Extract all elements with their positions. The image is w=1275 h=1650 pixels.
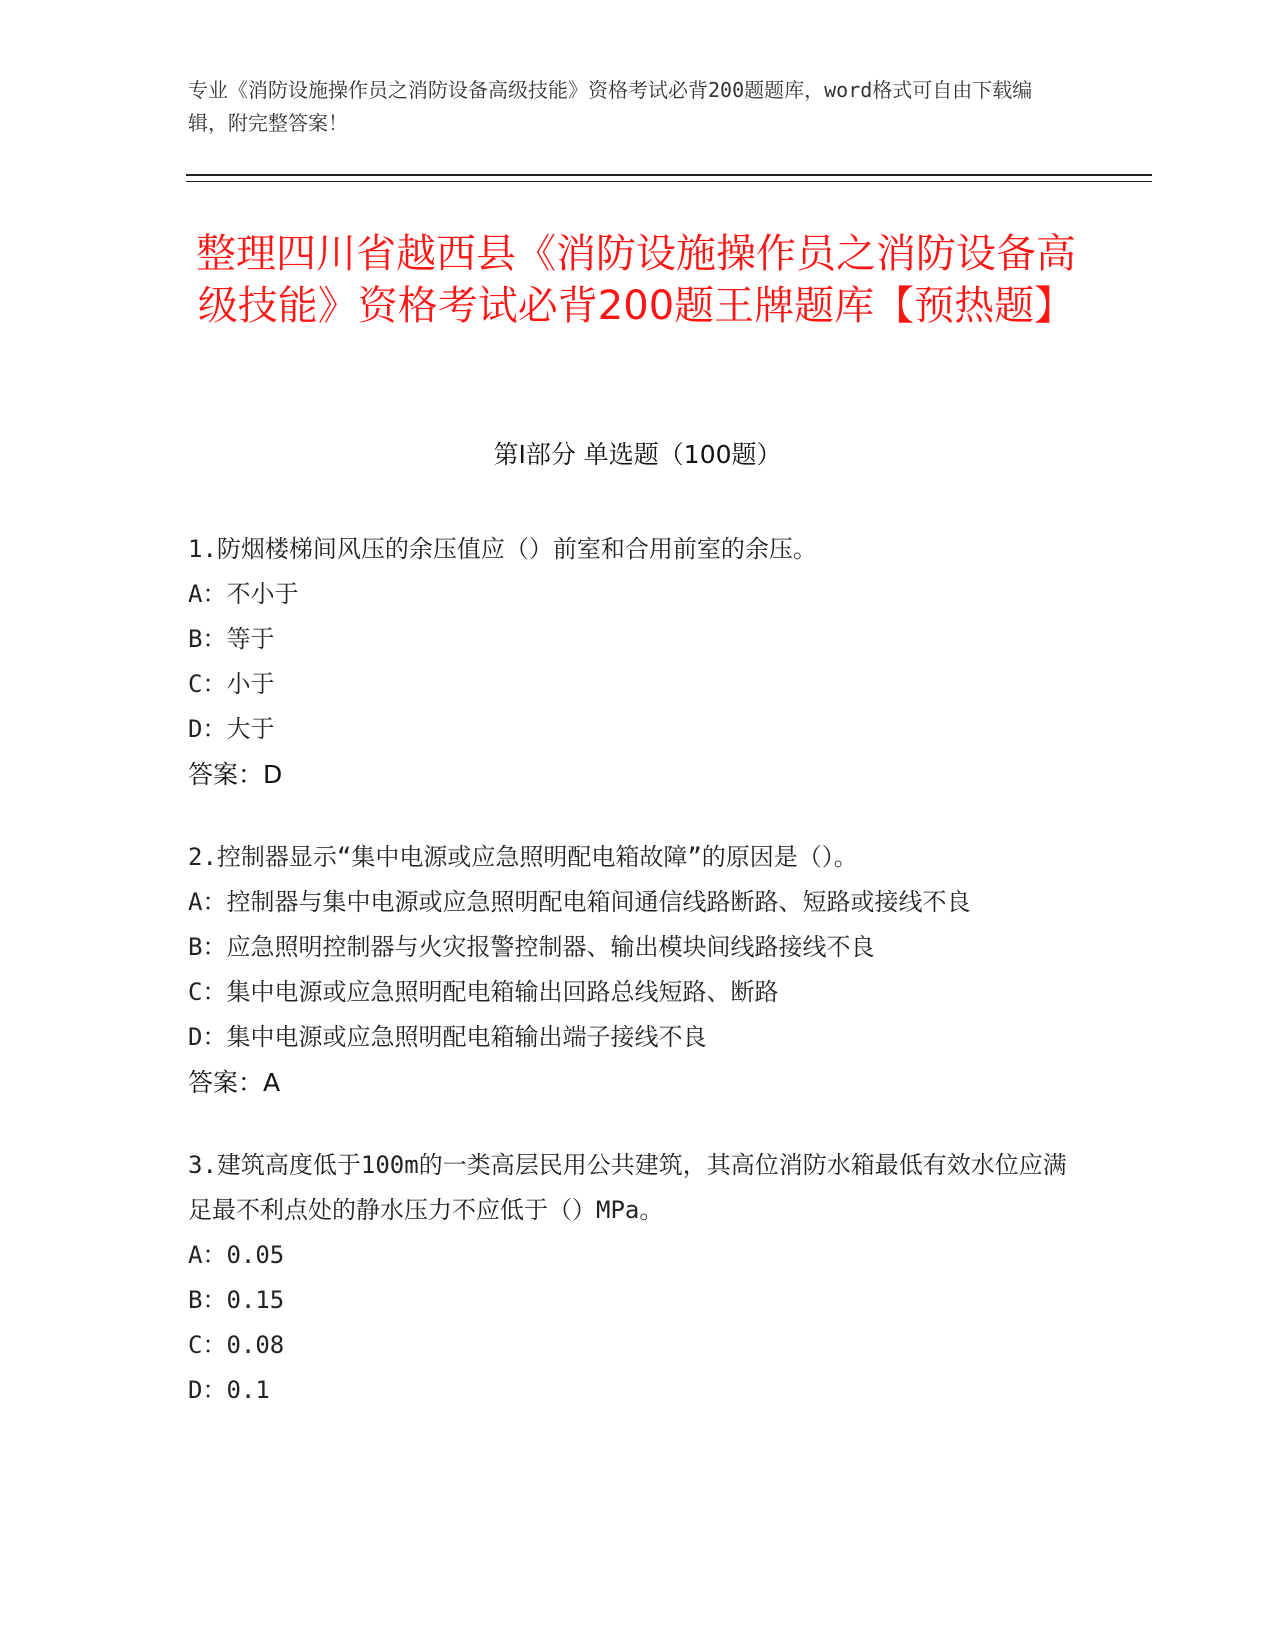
question-stem: 2.控制器显示“集中电源或应急照明配电箱故障”的原因是（）。 bbox=[188, 843, 858, 871]
option-d: D：大于 bbox=[188, 715, 275, 743]
section-heading: 第I部分 单选题（100题） bbox=[493, 440, 782, 469]
option-b: B：应急照明控制器与火灾报警控制器、输出模块间线路接线不良 bbox=[188, 933, 875, 961]
question-stem: 3.建筑高度低于100m的一类高层民用公共建筑，其高位消防水箱最低有效水位应满足最不利点处的静水压力不应低于（）MPa。 bbox=[188, 1151, 1067, 1224]
question-2 bbox=[188, 835, 1088, 1105]
option-c: C：集中电源或应急照明配电箱输出回路总线短路、断路 bbox=[188, 978, 779, 1006]
option-c: C：0.08 bbox=[188, 1331, 285, 1359]
answer-line: 答案：A bbox=[188, 1068, 281, 1097]
option-a: A：控制器与集中电源或应急照明配电箱间通信线路断路、短路或接线不良 bbox=[188, 888, 971, 916]
option-a: A：不小于 bbox=[188, 580, 299, 608]
option-b: B：0.15 bbox=[188, 1286, 285, 1314]
option-d: D：集中电源或应急照明配电箱输出端子接线不良 bbox=[188, 1023, 707, 1051]
header-rule-thin bbox=[186, 181, 1152, 182]
question-stem: 1.防烟楼梯间风压的余压值应（）前室和合用前室的余压。 bbox=[188, 535, 817, 563]
document-title: 整理四川省越西县《消防设施操作员之消防设备高级技能》资格考试必背200题王牌题库【预热题】 bbox=[196, 231, 1076, 329]
question-3 bbox=[188, 1143, 1088, 1413]
header-note: 专业《消防设施操作员之消防设备高级技能》资格考试必背200题题库，word格式可自由下载编辑，附完整答案！ bbox=[188, 78, 1033, 135]
option-c: C：小于 bbox=[188, 670, 275, 698]
question-list bbox=[188, 527, 1088, 1451]
option-a: A：0.05 bbox=[188, 1241, 285, 1269]
header-rule-thick bbox=[186, 174, 1152, 176]
answer-line: 答案：D bbox=[188, 760, 283, 789]
option-b: B：等于 bbox=[188, 625, 275, 653]
question-1 bbox=[188, 527, 1088, 797]
option-d: D：0.1 bbox=[188, 1376, 270, 1404]
